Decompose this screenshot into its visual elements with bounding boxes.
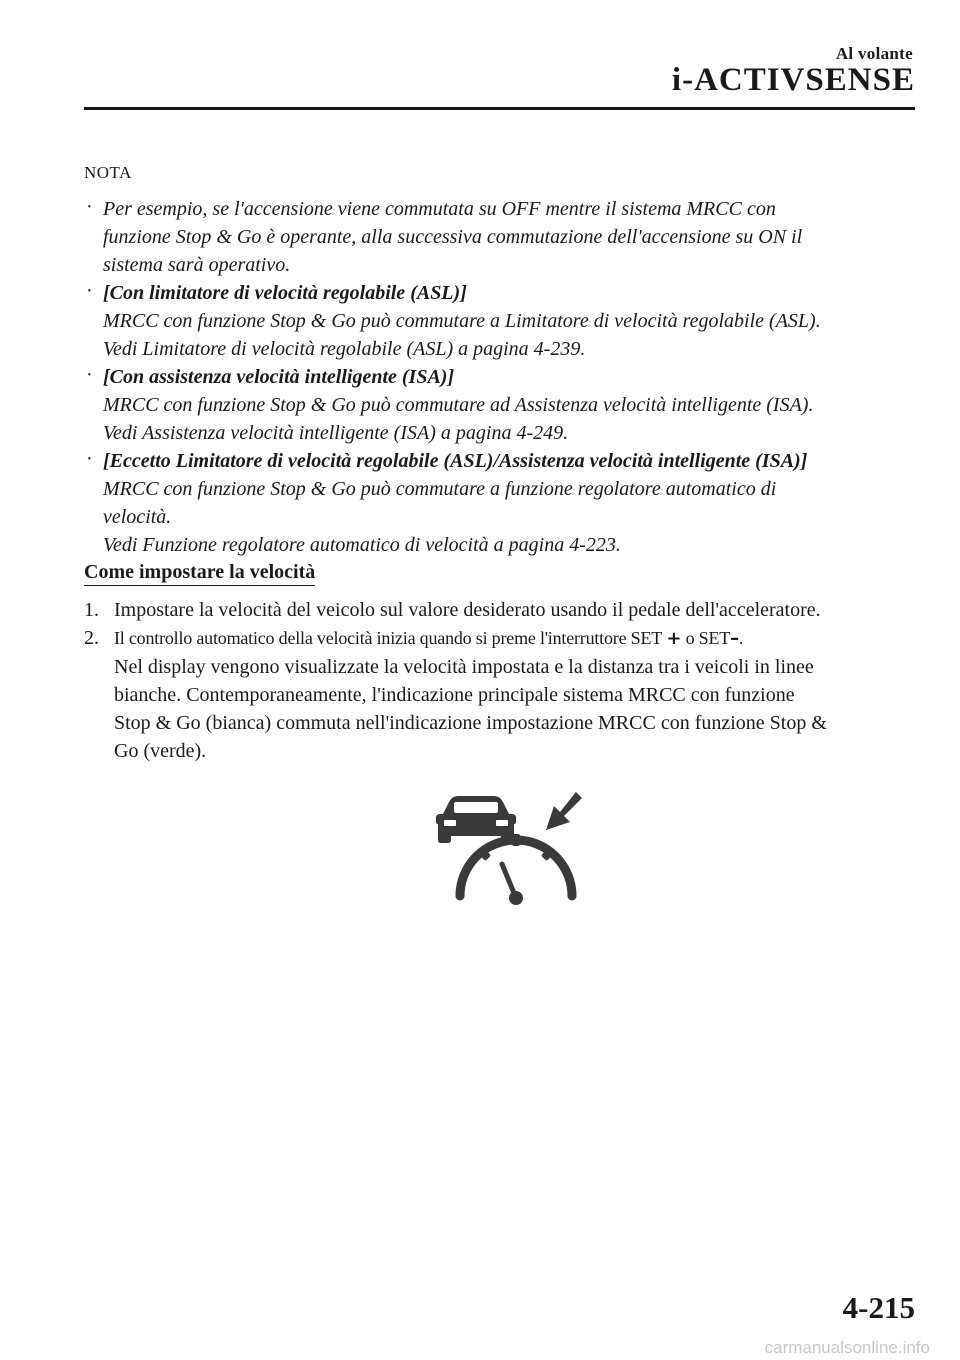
arrow-icon [546, 792, 582, 830]
note-item [86, 447, 923, 559]
step-text-prefix: Il controllo automatico della velocità inizia quando si preme l'interruttore SET [114, 628, 663, 648]
step-line: Stop & Go (bianca) commuta nell'indicazione impostazione MRCC con funzione Stop & [114, 712, 827, 734]
step-text [114, 628, 743, 648]
note-item [86, 363, 923, 447]
header-chapter-title: i-ACTIVSENSE [671, 62, 915, 98]
note-line: funzione Stop & Go è operante, alla successiva commutazione dell'accensione su ON il [103, 226, 803, 248]
note-item-title: [Con limitatore di velocità regolabile (ASL)] [103, 282, 467, 304]
header-section-label: Al volante [835, 44, 913, 63]
step-line: Go (verde). [114, 740, 207, 762]
note-line: Vedi Funzione regolatore automatico di velocità a pagina 4-223. [103, 534, 621, 556]
note-item-title: [Con assistenza velocità intelligente (ISA)] [103, 366, 455, 388]
note-line: MRCC con funzione Stop & Go può commutare a Limitatore di velocità regolabile (ASL). [103, 310, 821, 332]
set-minus-icon: – [730, 628, 739, 649]
bullet-dot: · [86, 448, 93, 470]
note-list [86, 195, 923, 559]
note-line: Per esempio, se l'accensione viene commutata su OFF mentre il sistema MRCC con [103, 198, 776, 220]
step-item [84, 624, 924, 765]
bullet-dot: · [86, 364, 93, 386]
set-plus-icon: + [666, 628, 682, 649]
page-number: 4-215 [842, 1290, 915, 1325]
bullet-dot: · [86, 196, 93, 218]
car-icon [436, 796, 516, 843]
header-rule [84, 107, 915, 110]
note-line: MRCC con funzione Stop & Go può commutare ad Assistenza velocità intelligente (ISA). [103, 394, 814, 416]
step-line: bianche. Contemporaneamente, l'indicazione principale sistema MRCC con funzione [114, 684, 795, 706]
note-line: sistema sarà operativo. [103, 254, 291, 276]
note-line: velocità. [103, 506, 172, 528]
note-heading: NOTA [84, 163, 132, 182]
section-title: Come impostare la velocità [84, 561, 315, 586]
note-item [86, 195, 923, 279]
steps-list [84, 596, 924, 765]
note-item [86, 279, 923, 363]
step-text: Impostare la velocità del veicolo sul valore desiderato usando il pedale dell'acceleratore. [114, 599, 821, 621]
step-text-middle: o SET [681, 628, 731, 648]
note-line: Vedi Assistenza velocità intelligente (ISA) a pagina 4-249. [103, 422, 569, 444]
note-line: Vedi Limitatore di velocità regolabile (ASL) a pagina 4-239. [103, 338, 586, 360]
step-number: 1. [84, 599, 99, 621]
step-item [84, 596, 924, 624]
step-text-end: . [738, 628, 744, 648]
watermark: carmanualsonline.info [764, 1338, 930, 1357]
bullet-dot: · [86, 280, 93, 302]
note-item-title: [Eccetto Limitatore di velocità regolabile (ASL)/Assistenza velocità intelligente (ISA)] [103, 450, 808, 472]
gauge-icon [460, 840, 572, 896]
step-line: Nel display vengono visualizzate la velocità impostata e la distanza tra i veicoli in linee [114, 656, 814, 678]
step-number: 2. [84, 627, 99, 649]
note-line: MRCC con funzione Stop & Go può commutare a funzione regolatore automatico di [103, 478, 777, 500]
mrcc-indicator-icon [436, 788, 586, 908]
